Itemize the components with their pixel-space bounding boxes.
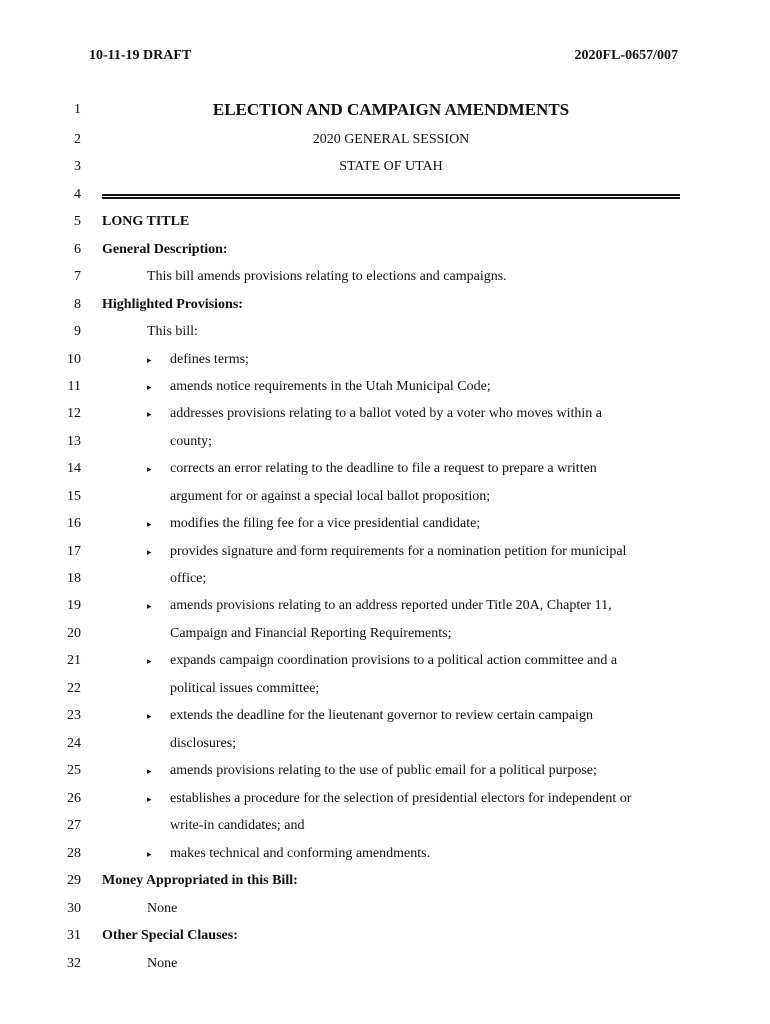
line-number: 3	[74, 159, 81, 174]
document-line	[0, 240, 770, 260]
line-number: 7	[74, 269, 81, 284]
general-description-text: This bill amends provisions relating to elections and campaigns.	[147, 269, 507, 284]
document-line	[0, 734, 770, 754]
document-line	[0, 789, 770, 809]
document-line	[0, 761, 770, 781]
document-line	[0, 157, 770, 177]
document-line	[0, 706, 770, 726]
provision-continuation: write-in candidates; and	[170, 818, 305, 833]
line-number: 4	[74, 187, 81, 202]
highlighted-provisions-heading: Highlighted Provisions:	[102, 297, 243, 312]
line-number: 6	[74, 242, 81, 257]
line-number: 30	[67, 901, 81, 916]
title-divider-rule	[102, 194, 680, 199]
line-number: 11	[67, 379, 81, 394]
line-number: 32	[67, 956, 81, 971]
bullet-icon: ▸	[147, 794, 152, 804]
document-line	[0, 487, 770, 507]
line-number: 26	[67, 791, 81, 806]
line-number: 21	[67, 653, 81, 668]
document-line	[0, 926, 770, 946]
bullet-icon: ▸	[147, 382, 152, 392]
general-description-heading: General Description:	[102, 242, 228, 257]
document-line	[0, 651, 770, 671]
bullet-icon: ▸	[147, 766, 152, 776]
line-number: 13	[67, 434, 81, 449]
document-line	[0, 432, 770, 452]
document-line	[0, 816, 770, 836]
money-appropriated-value: None	[147, 901, 178, 916]
provision-text: provides signature and form requirements for a nomination petition for municipal	[170, 544, 627, 559]
provision-text: modifies the filing fee for a vice presidential candidate;	[170, 516, 481, 531]
long-title-heading: LONG TITLE	[102, 214, 190, 229]
line-number: 17	[67, 544, 81, 559]
provision-text: addresses provisions relating to a ballot voted by a voter who moves within a	[170, 406, 602, 421]
line-number: 28	[67, 846, 81, 861]
document-line	[0, 954, 770, 974]
document-line	[0, 899, 770, 919]
bullet-icon: ▸	[147, 601, 152, 611]
line-number: 18	[67, 571, 81, 586]
document-line	[0, 459, 770, 479]
document-line	[0, 130, 770, 150]
line-number: 24	[67, 736, 81, 751]
provision-continuation: office;	[170, 571, 207, 586]
provision-text: defines terms;	[170, 352, 249, 367]
provision-text: corrects an error relating to the deadline to file a request to prepare a written	[170, 461, 597, 476]
provision-continuation: Campaign and Financial Reporting Requirements;	[170, 626, 452, 641]
line-number: 25	[67, 763, 81, 778]
line-number: 22	[67, 681, 81, 696]
provision-text: amends provisions relating to an address reported under Title 20A, Chapter 11,	[170, 598, 612, 613]
document-line	[0, 542, 770, 562]
provision-text: extends the deadline for the lieutenant governor to review certain campaign	[170, 708, 593, 723]
document-line	[0, 514, 770, 534]
line-number: 29	[67, 873, 81, 888]
provision-continuation: political issues committee;	[170, 681, 320, 696]
bullet-icon: ▸	[147, 355, 152, 365]
draft-date: 10-11-19 DRAFT	[89, 48, 192, 63]
document-line	[0, 212, 770, 232]
line-number: 14	[67, 461, 81, 476]
bullet-icon: ▸	[147, 656, 152, 666]
bullet-icon: ▸	[147, 519, 152, 529]
line-number: 10	[67, 352, 81, 367]
provision-continuation: county;	[170, 434, 212, 449]
document-line	[0, 569, 770, 589]
line-number: 23	[67, 708, 81, 723]
line-number: 20	[67, 626, 81, 641]
line-number: 9	[74, 324, 81, 339]
special-clauses-value: None	[147, 956, 178, 971]
line-number: 19	[67, 598, 81, 613]
document-line	[0, 624, 770, 644]
bill-file-number: 2020FL-0657/007	[574, 48, 678, 63]
this-bill-intro: This bill:	[147, 324, 198, 339]
provision-text: amends provisions relating to the use of public email for a political purpose;	[170, 763, 597, 778]
line-number: 27	[67, 818, 81, 833]
line-number: 12	[67, 406, 81, 421]
line-number: 8	[74, 297, 81, 312]
special-clauses-heading: Other Special Clauses:	[102, 928, 238, 943]
line-number: 5	[74, 214, 81, 229]
document-line	[0, 404, 770, 424]
money-appropriated-heading: Money Appropriated in this Bill:	[102, 873, 298, 888]
document-line	[0, 350, 770, 370]
document-line	[0, 322, 770, 342]
provision-text: amends notice requirements in the Utah Municipal Code;	[170, 379, 491, 394]
bullet-icon: ▸	[147, 711, 152, 721]
line-number: 31	[67, 928, 81, 943]
document-line	[0, 596, 770, 616]
document-line	[0, 100, 770, 120]
document-line	[0, 377, 770, 397]
provision-continuation: argument for or against a special local ballot proposition;	[170, 489, 491, 504]
session-label: 2020 GENERAL SESSION	[312, 132, 470, 147]
provision-text: expands campaign coordination provisions to a political action committee and a	[170, 653, 618, 668]
provision-text: makes technical and conforming amendments.	[170, 846, 431, 861]
document-line	[0, 267, 770, 287]
line-number: 1	[74, 102, 81, 117]
document-line	[0, 295, 770, 315]
bullet-icon: ▸	[147, 409, 152, 419]
bullet-icon: ▸	[147, 547, 152, 557]
line-number: 16	[67, 516, 81, 531]
line-number: 2	[74, 132, 81, 147]
bullet-icon: ▸	[147, 464, 152, 474]
provision-continuation: disclosures;	[170, 736, 237, 751]
document-line	[0, 679, 770, 699]
bill-title: ELECTION AND CAMPAIGN AMENDMENTS	[212, 100, 570, 119]
line-number: 15	[67, 489, 81, 504]
bullet-icon: ▸	[147, 849, 152, 859]
document-line	[0, 844, 770, 864]
provision-text: establishes a procedure for the selection of presidential electors for independent or	[170, 791, 632, 806]
document-line	[0, 871, 770, 891]
state-label: STATE OF UTAH	[339, 159, 443, 174]
